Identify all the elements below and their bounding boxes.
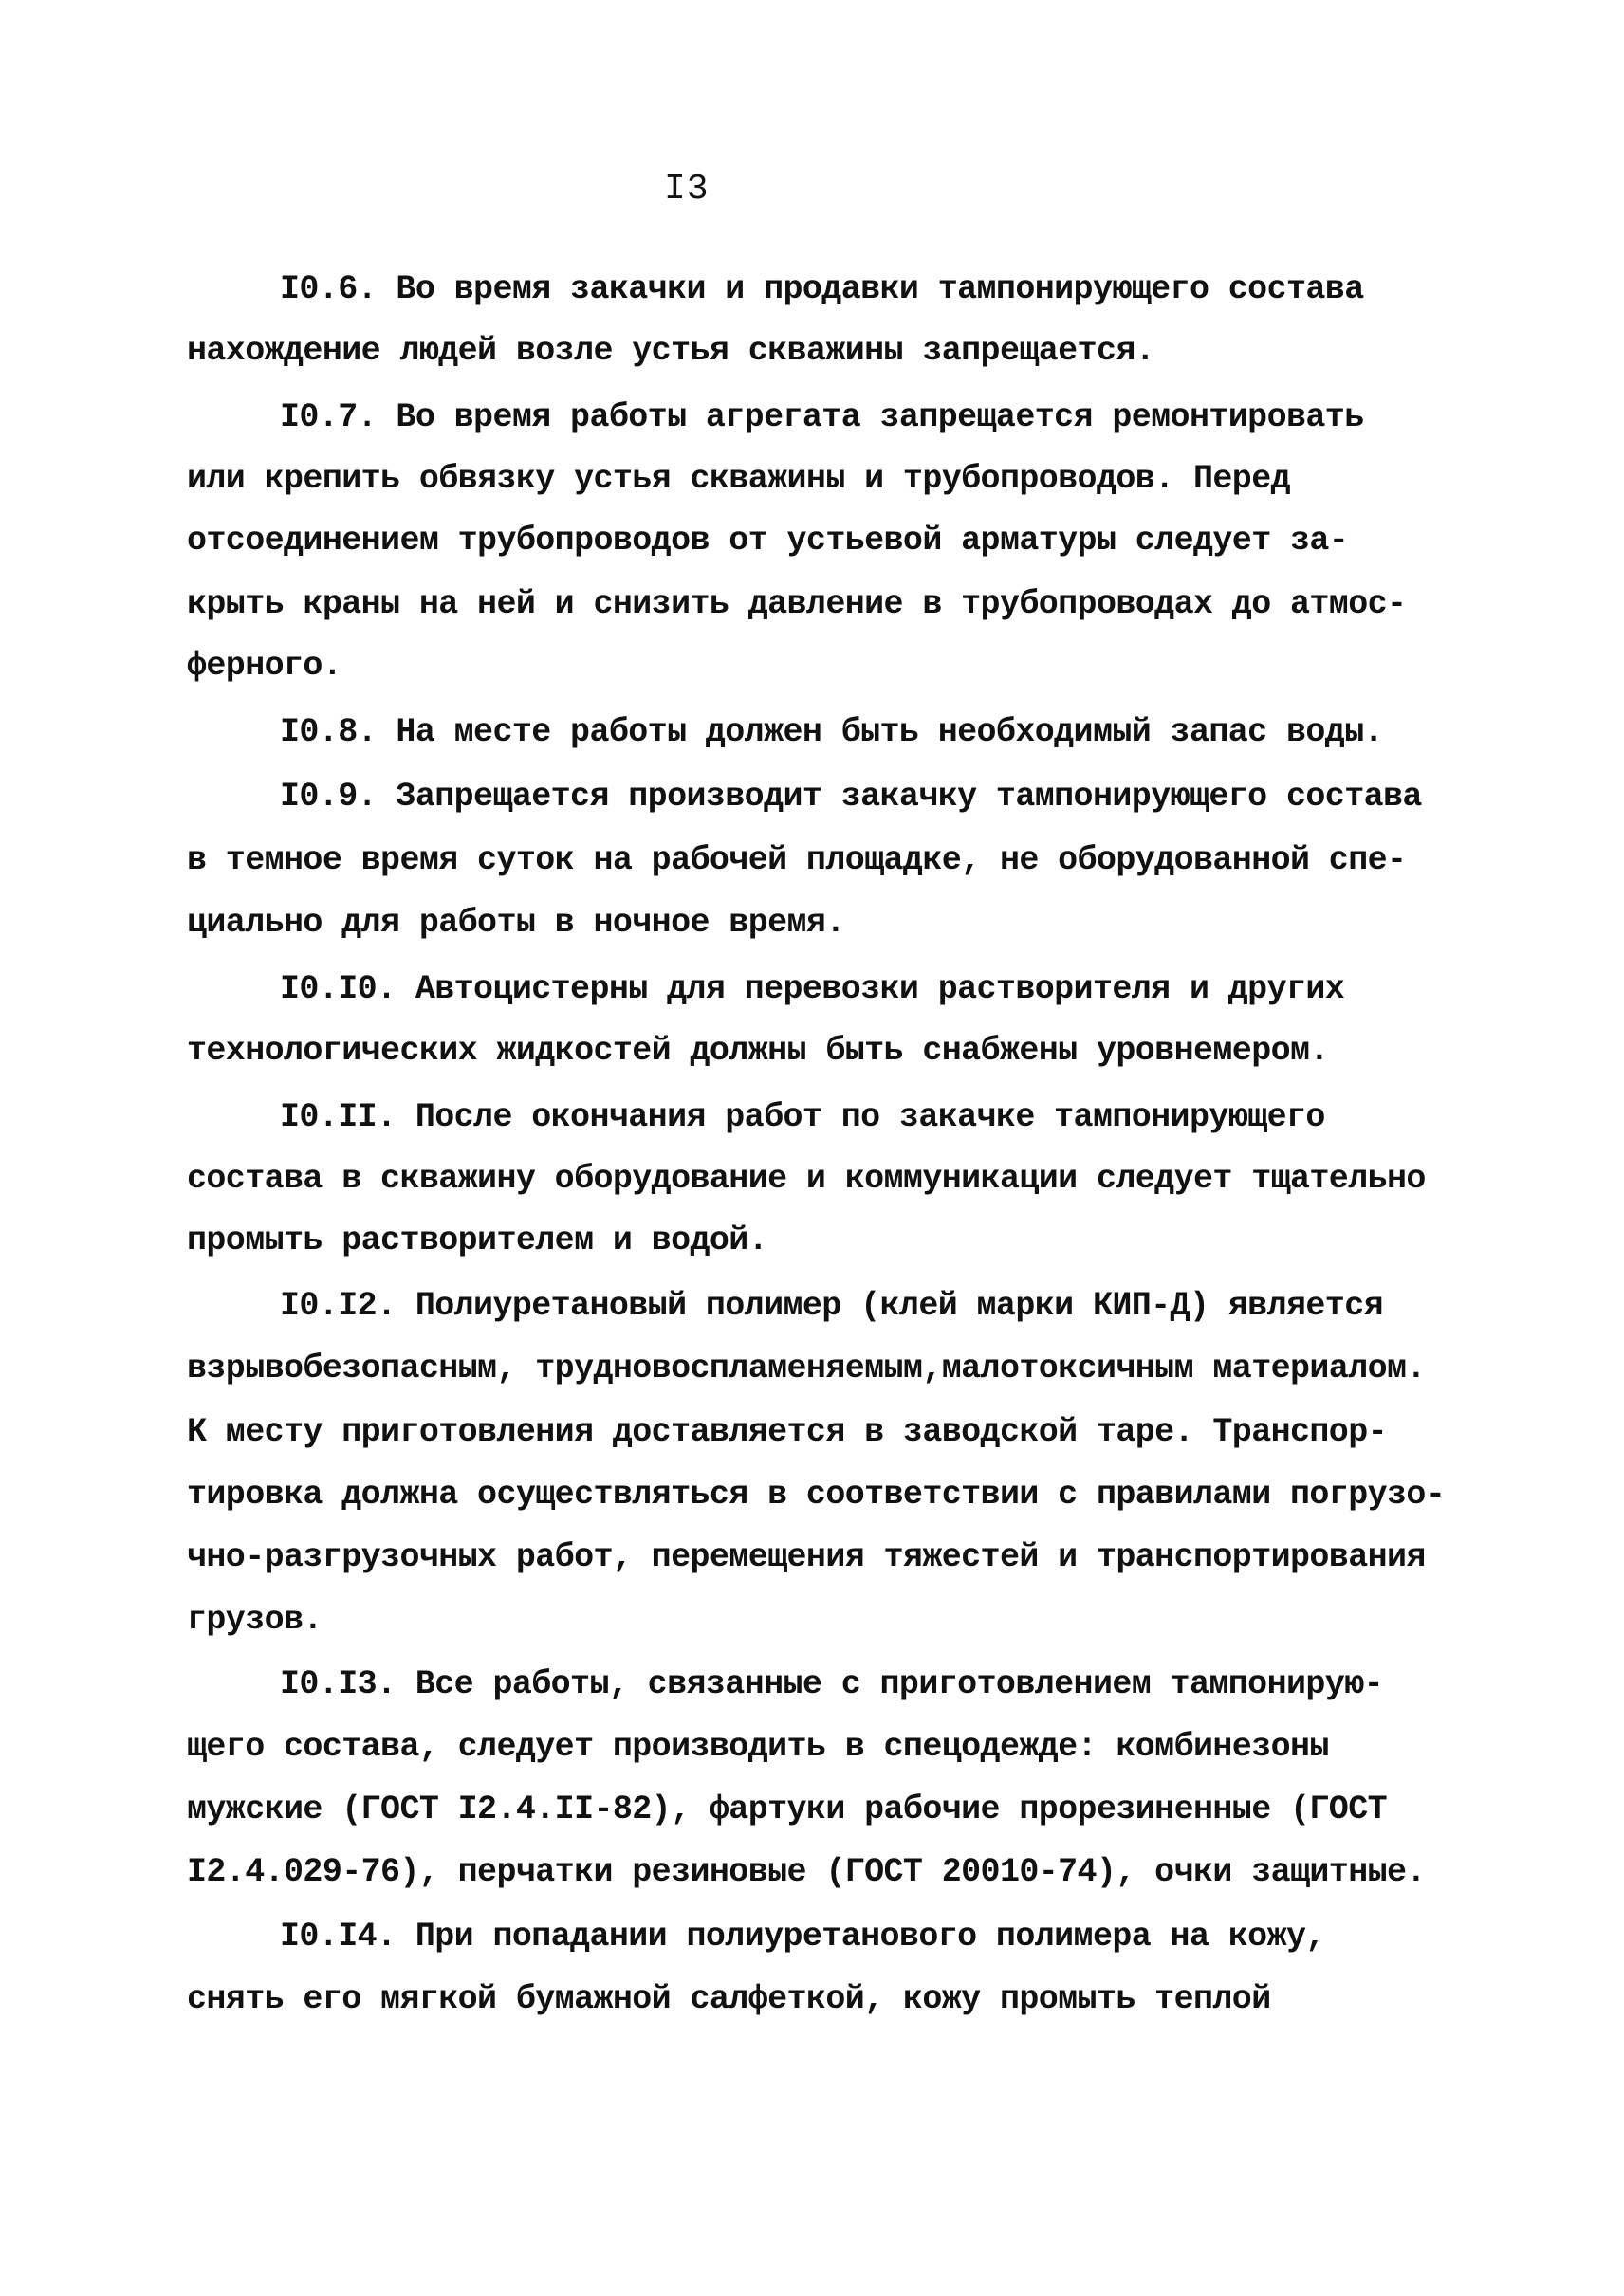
text-line: крыть краны на ней и снизить давление в трубопроводах до атмос-	[187, 585, 1407, 623]
text-line: взрывобезопасным, трудновоспламеняемым,малотоксичным материалом.	[187, 1350, 1426, 1387]
text-line: грузов.	[187, 1601, 323, 1639]
text-line: I0.8. На месте работы должен быть необходимый запас воды.	[280, 713, 1383, 751]
text-line: циально для работы в ночное время.	[187, 904, 845, 942]
text-line: мужские (ГОСТ I2.4.II-82), фартуки рабочие прорезиненные (ГОСТ	[187, 1791, 1388, 1828]
text-line: в темное время суток на рабочей площадке, не оборудованной спе-	[187, 841, 1407, 879]
text-line: I0.I4. При попадании полиуретанового полимера на кожу,	[280, 1918, 1325, 1956]
text-line: I2.4.029-76), перчатки резиновые (ГОСТ 20010-74), очки защитные.	[187, 1853, 1426, 1891]
text-line: I0.9. Запрещается производит закачку тампонирующего состава	[280, 778, 1422, 816]
text-line: ферного.	[187, 647, 342, 685]
text-line: I0.I3. Все работы, связанные с приготовлением тампонирую-	[280, 1665, 1383, 1703]
text-line: I0.I0. Автоцистерны для перевозки растворителя и других	[280, 970, 1345, 1008]
text-line: I0.II. После окончания работ по закачке тампонирующего	[280, 1098, 1325, 1136]
text-line: снять его мягкой бумажной салфеткой, кожу промыть теплой	[187, 1980, 1271, 2018]
text-line: состава в скважину оборудование и коммуникации следует тщательно	[187, 1160, 1426, 1198]
text-line: чно-разгрузочных работ, перемещения тяжестей и транспортирования	[187, 1538, 1426, 1576]
text-line: I0.7. Во время работы агрегата запрещается ремонтировать	[280, 398, 1364, 436]
text-line: I0.6. Во время закачки и продавки тампонирующего состава	[280, 270, 1364, 308]
text-line: нахождение людей возле устья скважины запрещается.	[187, 332, 1155, 370]
text-line: К месту приготовления доставляется в заводской таре. Транспор-	[187, 1413, 1388, 1451]
text-line: I0.I2. Полиуретановый полимер (клей марки КИП-Д) является	[280, 1287, 1383, 1325]
text-line: щего состава, следует производить в спецодежде: комбинезоны	[187, 1728, 1329, 1766]
page-number: I3	[664, 169, 710, 210]
text-line: промыть растворителем и водой.	[187, 1221, 768, 1259]
text-line: тировка должна осуществляться в соответствии с правилами погрузо-	[187, 1476, 1446, 1514]
text-line: или крепить обвязку устья скважины и трубопроводов. Перед	[187, 460, 1290, 498]
text-line: отсоединением трубопроводов от устьевой арматуры следует за-	[187, 522, 1349, 560]
text-line: технологических жидкостей должны быть снабжены уровнемером.	[187, 1032, 1329, 1070]
